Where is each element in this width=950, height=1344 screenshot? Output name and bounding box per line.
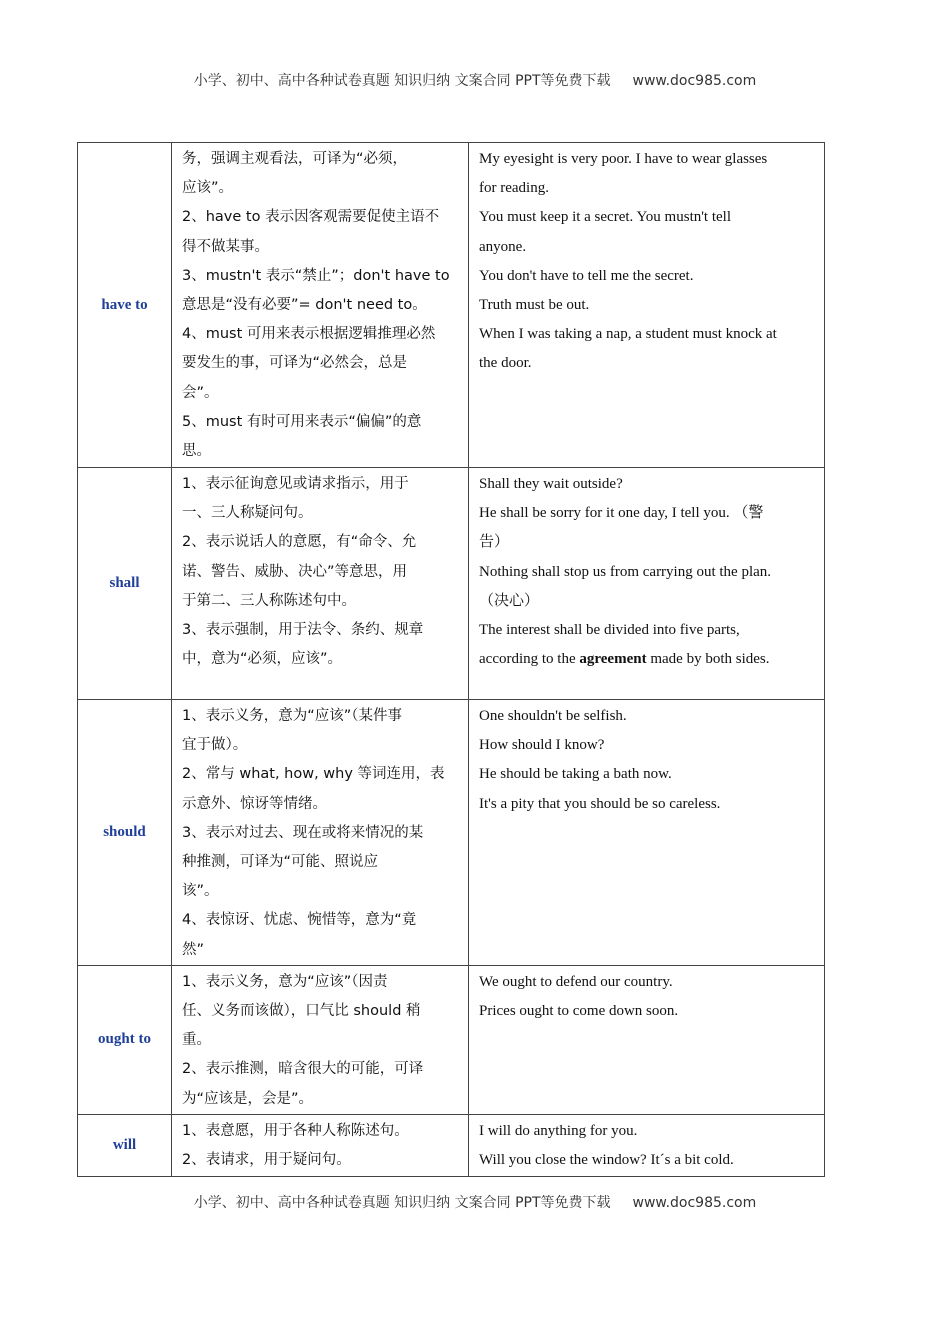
usage-line: 得不做某事。 [182,238,269,255]
usage-cell [172,1114,469,1176]
usage-line: 思。 [182,443,211,460]
usage-line: 务，强调主观看法，可译为“必须， [182,151,408,167]
usage-cell [172,965,469,1114]
usage-line: 重。 [182,1032,211,1049]
example-line: How should I know? [479,737,605,754]
example-line: Shall they wait outside? [479,476,623,492]
header-site-link[interactable]: www.doc985.com [632,73,757,89]
usage-line: 于第二、三人称陈述句中。 [182,592,356,609]
usage-line: 种推测，可译为“可能、照说应 [182,854,379,871]
usage-line: 示意外、惊讶等情绪。 [182,795,327,812]
usage-line: 然” [182,941,205,958]
usage-line: 4、must 可用来表示根据逻辑推理必然 [182,326,436,343]
usage-line: 3、表示强制，用于法令、条约、规章 [182,622,424,639]
usage-line: 1、表示征询意见或请求指示，用于 [182,476,409,492]
example-line: Truth must be out. [479,297,590,314]
example-line: He should be taking a bath now. [479,766,672,783]
usage-line: 会”。 [182,384,219,401]
example-cell [469,468,825,700]
table-row [78,965,825,1114]
example-line: When I was taking a nap, a student must knock at [479,326,777,343]
modal-verbs-table [77,142,825,1177]
term-cell: should [78,700,172,966]
example-line: Nothing shall stop us from carrying out the plan. [479,563,772,580]
usage-line: 2、表请求，用于疑问句。 [182,1152,351,1169]
example-line: （决心） [479,592,540,609]
usage-line: 3、mustn't 表示“禁止”；don't have to [182,267,450,284]
usage-line: 诺、警告、威胁、决心”等意思，用 [182,563,408,580]
example-cell [469,143,825,468]
example-line: One shouldn't be selfish. [479,708,627,724]
usage-cell [172,143,469,468]
example-line: The interest shall be divided into five parts, [479,622,740,639]
footer-title: 小学、初中、高中各种试卷真题 知识归纳 文案合同 PPT等免费下载 [193,1195,611,1211]
usage-line: 2、常与 what, how, why 等词连用，表 [182,766,445,783]
term-cell: ought to [78,965,172,1114]
example-cell [469,965,825,1114]
term-cell: have to [78,143,172,468]
example-line: Will you close the window? It´s a bit cold. [479,1152,734,1169]
footer-site-link[interactable]: www.doc985.com [632,1195,757,1211]
page-header [0,70,950,90]
table-row [78,468,825,700]
usage-line: 中，意为“必须，应该”。 [182,651,343,668]
usage-line: 5、must 有时可用来表示“偏偏”的意 [182,413,422,430]
example-line: the door. [479,355,532,372]
example-line: It's a pity that you should be so careless. [479,795,721,812]
table-row [78,700,825,966]
example-line: You must keep it a secret. You mustn't tell [479,209,732,226]
usage-line: 2、have to 表示因客观需要促使主语不 [182,209,440,226]
usage-cell [172,700,469,966]
example-cell [469,1114,825,1176]
usage-line: 要发生的事，可译为“必然会，总是 [182,355,408,372]
example-cell [469,700,825,966]
example-line: My eyesight is very poor. I have to wear glasses [479,151,768,167]
usage-line: 2、表示推测，暗含很大的可能，可译 [182,1061,424,1078]
usage-line: 为“应该是，会是”。 [182,1090,314,1107]
usage-line: 一、三人称疑问句。 [182,505,313,522]
usage-line: 4、表惊讶、忧虑、惋惜等，意为“竟 [182,912,417,929]
usage-line: 应该”。 [182,180,234,197]
usage-cell [172,468,469,700]
example-line: anyone. [479,238,527,255]
usage-line: 宜于做）。 [182,737,248,754]
term-cell: will [78,1114,172,1176]
usage-line: 1、表示义务，意为“应该”（某件事 [182,708,402,724]
usage-line: 任、义务而该做），口气比 should 稍 [182,1003,421,1020]
header-title: 小学、初中、高中各种试卷真题 知识归纳 文案合同 PPT等免费下载 [193,73,611,89]
bold-keyword: agreement [579,651,647,668]
example-line: You don't have to tell me the secret. [479,267,694,284]
usage-line: 2、表示说话人的意愿，有“命令、允 [182,534,417,551]
term-cell: shall [78,468,172,700]
example-line: 告） [479,534,510,551]
example-line: We ought to defend our country. [479,973,673,990]
usage-line: 意思是“没有必要”= don't need to。 [182,297,427,314]
example-line: I will do anything for you. [479,1122,638,1139]
usage-line: 1、表示义务，意为“应该”（因责 [182,973,388,990]
usage-line: 1、表意愿，用于各种人称陈述句。 [182,1122,409,1139]
example-line: He shall be sorry for it one day, I tell you. （警 [479,505,764,522]
table-row [78,143,825,468]
page-footer [0,1192,950,1212]
table-row [78,1114,825,1176]
usage-line: 该”。 [182,883,219,900]
example-line: Prices ought to come down soon. [479,1003,679,1020]
example-line: for reading. [479,180,549,197]
usage-line: 3、表示对过去、现在或将来情况的某 [182,824,424,841]
example-line: according to the agreement made by both sides. [479,651,770,668]
